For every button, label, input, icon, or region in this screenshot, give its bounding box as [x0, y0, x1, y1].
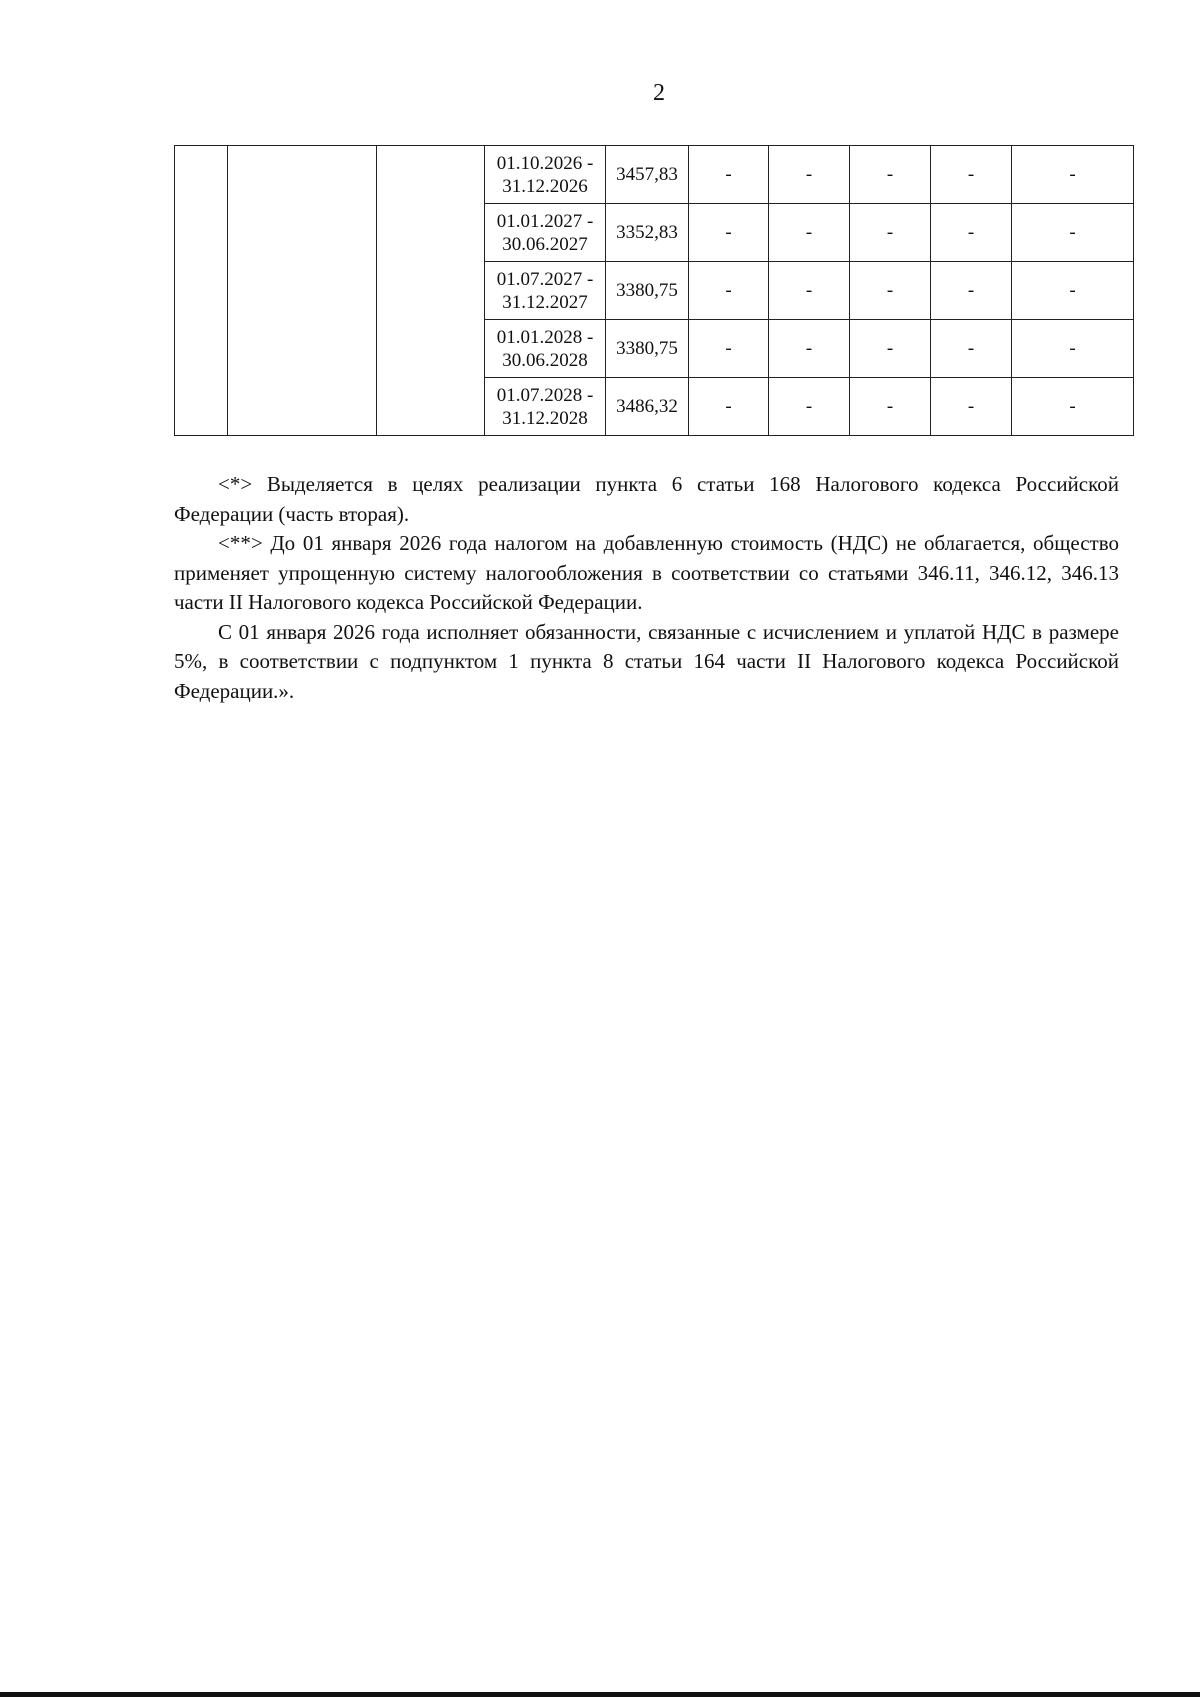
period-start: 01.01.2027 - — [496, 210, 594, 232]
dash-cell: - — [769, 204, 850, 262]
table-row — [175, 146, 1134, 204]
scan-bottom-edge — [0, 1692, 1200, 1697]
value-cell: 3380,75 — [606, 320, 689, 378]
tariff-table — [174, 145, 1134, 436]
dash-cell: - — [689, 204, 769, 262]
period-cell — [485, 320, 606, 378]
period-start: 01.07.2027 - — [496, 268, 594, 290]
merged-empty-cell-2 — [228, 146, 377, 436]
value-cell: 3380,75 — [606, 262, 689, 320]
dash-cell: - — [769, 146, 850, 204]
period-cell — [485, 378, 606, 436]
dash-cell: - — [850, 320, 931, 378]
period-cell — [485, 204, 606, 262]
footnote-single-asterisk: <*> Выделяется в целях реализации пункта 6 статьи 168 Налогового кодекса Российской Федерации (часть вторая). — [174, 472, 1119, 526]
period-cell — [485, 146, 606, 204]
dash-cell: - — [689, 262, 769, 320]
footnote-double-asterisk: <**> До 01 января 2026 года налогом на добавленную стоимость (НДС) не облагается, общество применяет упрощенную систему налогообложения в соответствии со статьями 346.11, 346.12, 346.13 части II Налогового кодекса Российской Федерации. — [174, 531, 1119, 614]
dash-cell: - — [1012, 378, 1134, 436]
period-start: 01.10.2026 - — [496, 152, 594, 174]
dash-cell: - — [769, 378, 850, 436]
period-end: 30.06.2027 — [502, 233, 588, 255]
period-end: 31.12.2027 — [502, 291, 588, 313]
merged-empty-cell-1 — [175, 146, 228, 436]
dash-cell: - — [931, 378, 1012, 436]
period-cell — [485, 262, 606, 320]
dash-cell: - — [1012, 146, 1134, 204]
dash-cell: - — [850, 204, 931, 262]
period-start: 01.01.2028 - — [496, 326, 594, 348]
period-end: 31.12.2028 — [502, 407, 588, 429]
period-start: 01.07.2028 - — [496, 384, 594, 406]
dash-cell: - — [931, 320, 1012, 378]
dash-cell: - — [1012, 262, 1134, 320]
dash-cell: - — [1012, 204, 1134, 262]
dash-cell: - — [850, 146, 931, 204]
dash-cell: - — [769, 320, 850, 378]
period-end: 30.06.2028 — [502, 349, 588, 371]
footnote-vat-paragraph: С 01 января 2026 года исполняет обязанности, связанные с исчислением и уплатой НДС в размере 5%, в соответствии с подпунктом 1 пункта 8 статьи 164 части II Налогового кодекса Российской Федерации.». — [174, 619, 1119, 703]
value-cell: 3352,83 — [606, 204, 689, 262]
dash-cell: - — [931, 262, 1012, 320]
dash-cell: - — [1012, 320, 1134, 378]
dash-cell: - — [689, 378, 769, 436]
dash-cell: - — [931, 204, 1012, 262]
dash-cell: - — [769, 262, 850, 320]
value-cell: 3486,32 — [606, 378, 689, 436]
footnotes — [174, 470, 1119, 706]
page-number: 2 — [653, 80, 665, 106]
dash-cell: - — [689, 146, 769, 204]
dash-cell: - — [850, 378, 931, 436]
dash-cell: - — [689, 320, 769, 378]
period-end: 31.12.2026 — [502, 175, 588, 197]
dash-cell: - — [931, 146, 1012, 204]
dash-cell: - — [850, 262, 931, 320]
merged-empty-cell-3 — [377, 146, 485, 436]
value-cell: 3457,83 — [606, 146, 689, 204]
